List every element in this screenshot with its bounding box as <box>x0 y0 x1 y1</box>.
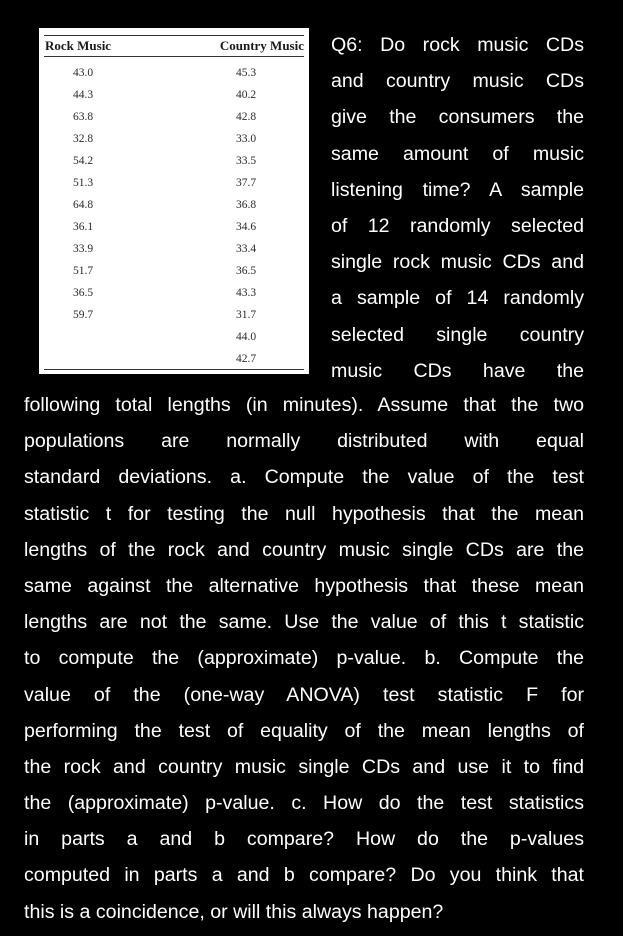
country-length-cell: 34.6 <box>236 221 257 233</box>
rock-length-cell: 32.8 <box>73 133 94 145</box>
question-line: lengths are not the same. Use the value of this t statistic <box>24 611 584 634</box>
question-line: the rock and country music single CDs and use it to find <box>24 755 584 778</box>
question-line: and country music CDs <box>331 70 584 93</box>
question-line: a sample of 14 randomly <box>331 287 584 310</box>
country-length-cell: 43.3 <box>236 287 257 299</box>
cd-length-table <box>39 28 309 374</box>
country-length-cell: 40.2 <box>236 89 257 101</box>
question-line: single rock music CDs and <box>331 251 584 274</box>
question-line: computed in parts a and b compare? Do you think that <box>24 864 584 887</box>
country-length-cell: 31.7 <box>236 309 257 321</box>
country-length-cell: 33.0 <box>236 133 257 145</box>
rock-length-cell: 36.5 <box>73 287 94 299</box>
country-length-cell: 36.5 <box>236 265 257 277</box>
question-line: in parts a and b compare? How do the p-values <box>24 828 584 851</box>
question-line: following total lengths (in minutes). Assume that the two <box>24 394 584 416</box>
rock-length-cell: 54.2 <box>73 155 94 167</box>
table-header-rule <box>44 56 304 57</box>
rock-music-header: Rock Music <box>45 38 112 53</box>
country-length-cell: 42.7 <box>236 353 257 365</box>
question-line: of 12 randomly selected <box>331 214 584 237</box>
table-header <box>39 28 309 62</box>
question-line: listening time? A sample <box>331 178 584 201</box>
rock-length-cell: 36.1 <box>73 221 94 233</box>
country-length-cell: 37.7 <box>236 177 257 189</box>
country-length-cell: 45.3 <box>236 67 257 79</box>
country-length-cell: 36.8 <box>236 199 257 211</box>
rock-length-cell: 51.3 <box>73 177 94 189</box>
question-line: lengths of the rock and country music single CDs are the <box>24 538 584 561</box>
question-line: give the consumers the <box>331 106 584 129</box>
rock-length-cell: 64.8 <box>73 199 94 211</box>
question-line: selected single country <box>331 323 584 346</box>
rock-length-cell: 51.7 <box>73 265 94 277</box>
question-line: statistic t for testing the null hypothesis that the mean <box>24 502 584 525</box>
question-line: Q6: Do rock music CDs <box>331 34 584 56</box>
question-line: same amount of music <box>331 142 584 165</box>
question-text-beside-table <box>331 27 584 389</box>
country-length-cell: 33.4 <box>236 243 257 255</box>
question-line: standard deviations. a. Compute the value of the test <box>24 466 584 489</box>
question-line: to compute the (approximate) p-value. b. Compute the <box>24 647 584 670</box>
question-line: this is a coincidence, or will this always happen? <box>24 900 444 923</box>
question-line: populations are normally distributed with equal <box>24 430 584 453</box>
rock-music-column <box>73 66 93 330</box>
question-line: value of the (one-way ANOVA) test statistic F for <box>24 683 584 706</box>
question-line: same against the alternative hypothesis that these mean <box>24 574 584 597</box>
country-length-cell: 44.0 <box>236 331 257 343</box>
rock-length-cell: 33.9 <box>73 243 94 255</box>
table-bottom-rule <box>44 369 304 370</box>
country-music-column <box>236 66 256 374</box>
rock-length-cell: 63.8 <box>73 111 94 123</box>
question-line: music CDs have the <box>331 359 584 382</box>
rock-length-cell: 44.3 <box>73 89 94 101</box>
country-music-header: Country Music <box>219 38 304 53</box>
question-line: performing the test of equality of the mean lengths of <box>24 719 584 742</box>
table-top-rule <box>44 35 304 36</box>
rock-length-cell: 59.7 <box>73 309 94 321</box>
question-text-full-width <box>24 387 584 930</box>
question-line: the (approximate) p-value. c. How do the test statistics <box>24 792 584 815</box>
country-length-cell: 33.5 <box>236 155 257 167</box>
rock-length-cell: 43.0 <box>73 67 94 79</box>
country-length-cell: 42.8 <box>236 111 257 123</box>
